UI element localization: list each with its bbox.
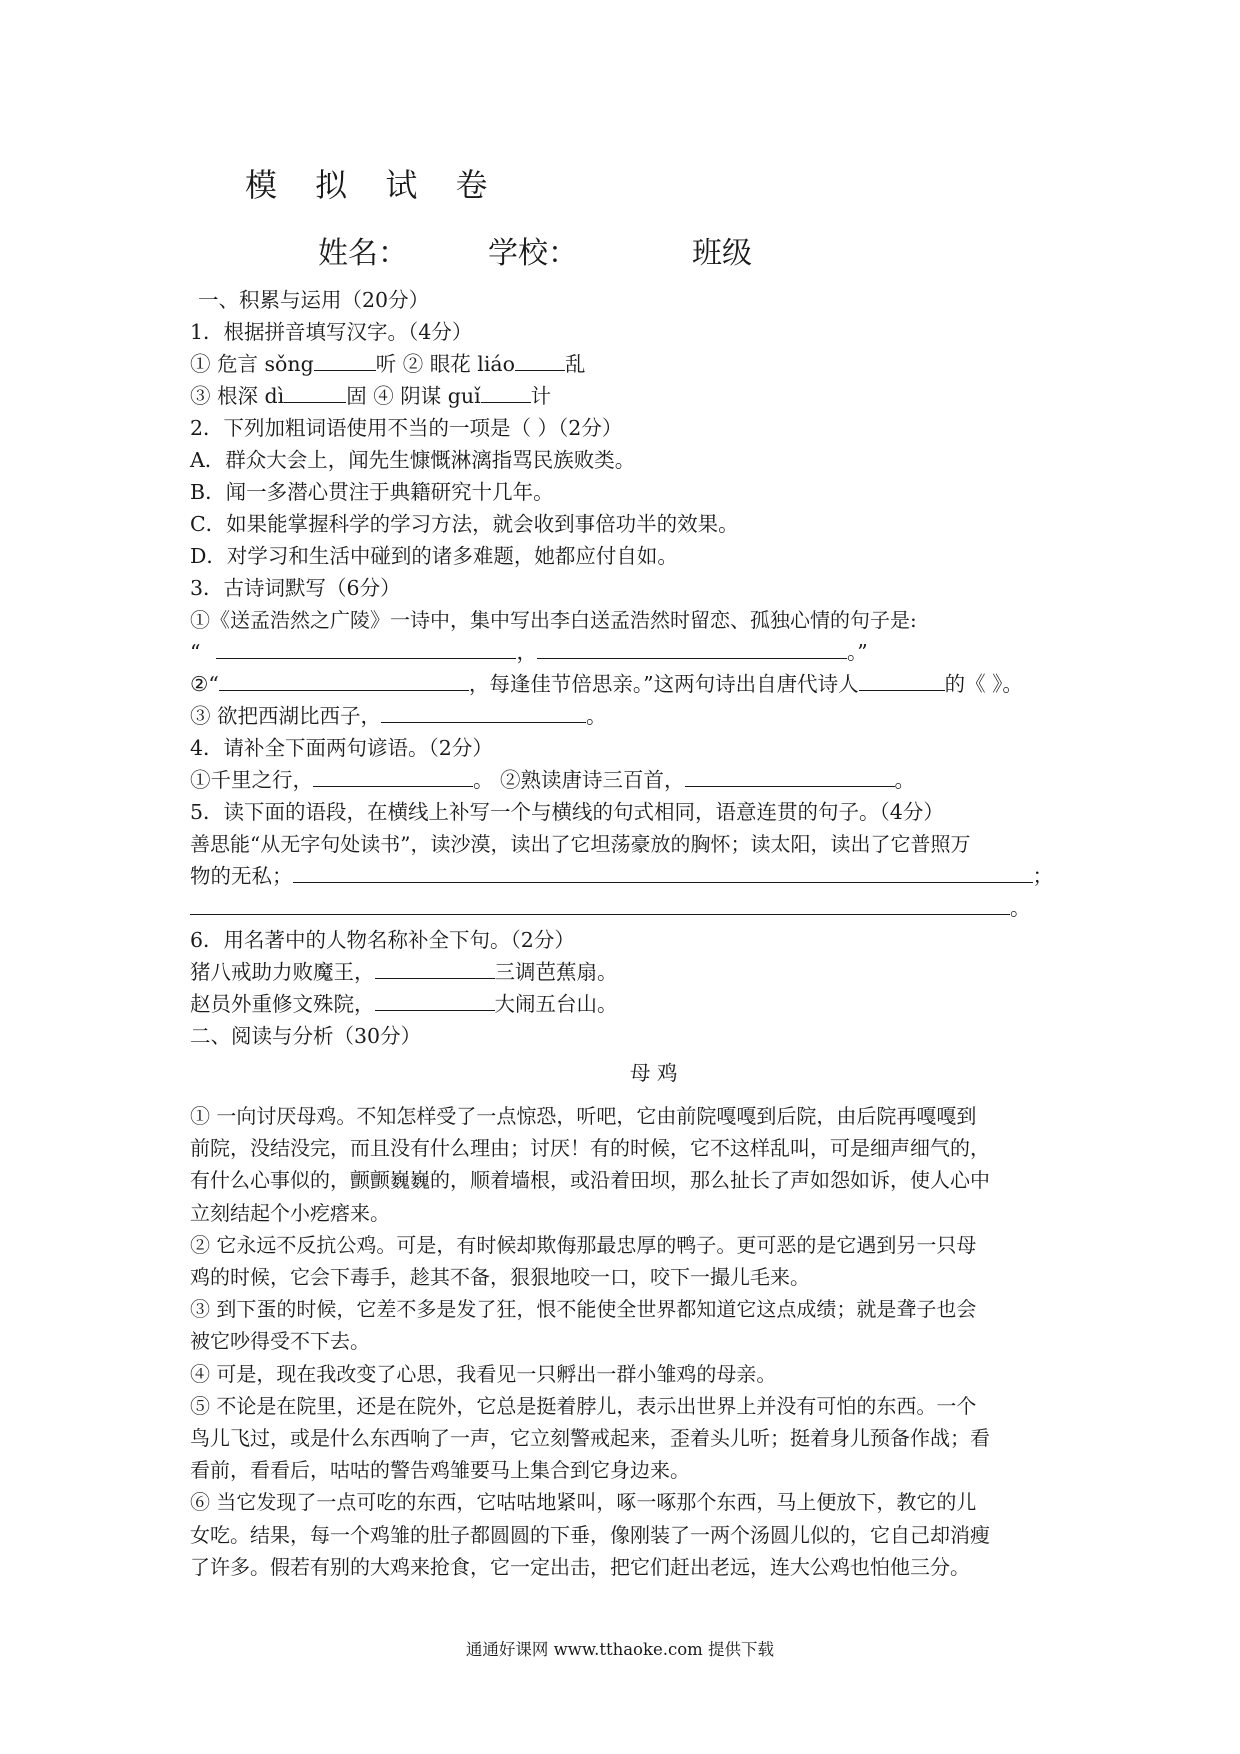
article-line: ③ 到下蛋的时候，它差不多是发了狂，恨不能使全世界都知道它这点成绩；就是聋子也会: [190, 1297, 977, 1322]
q6-line-1: [190, 958, 618, 986]
q3-l4-b: 。: [586, 704, 607, 728]
answer-blank[interactable]: [216, 640, 516, 659]
q3-l3-b: ，每逢佳节倍思亲。”这两句诗出自唐代诗人: [468, 672, 859, 696]
answer-blank[interactable]: [375, 960, 495, 979]
section-heading-1: 一、积累与运用（20分）: [198, 288, 430, 312]
q3-line-1: ①《送孟浩然之广陵》一诗中，集中写出李白送孟浩然时留恋、孤独心情的句子是:: [190, 608, 917, 632]
article-line: 女吃。结果，每一个鸡雏的肚子都圆圆的下垂，像刚装了一两个汤圆儿似的，它自己却消瘦: [190, 1522, 990, 1547]
answer-blank[interactable]: [313, 768, 473, 787]
q6-l2-a: 赵员外重修文殊院，: [190, 992, 375, 1016]
answer-blank[interactable]: [375, 992, 495, 1011]
q6-stem: 6．用名著中的人物名称补全下句。（2分）: [190, 928, 575, 952]
article-line: 被它吵得受不下去。: [190, 1329, 370, 1354]
q2-option-d: D．对学习和生活中碰到的诸多难题，她都应付自如。: [190, 544, 678, 568]
q6-line-2: [190, 990, 618, 1018]
footer-note: 通通好课网 www.tthaoke.com 提供下载: [465, 1640, 775, 1659]
q2-option-b: B．闻一多潜心贯注于典籍研究十几年。: [190, 480, 554, 504]
q3-l2-close: 。”: [846, 640, 868, 664]
q3-l3-a: ②“: [190, 672, 219, 696]
answer-blank[interactable]: [537, 640, 847, 659]
q2-option-a: A．群众大会上，闻先生慷慨淋漓指骂民族败类。: [190, 448, 636, 472]
article-line: 鸡的时候，它会下毒手，趁其不备，狠狠地咬一口，咬下一撮儿毛来。: [190, 1265, 810, 1289]
article-line: 立刻结起个小疙瘩来。: [190, 1200, 390, 1225]
answer-blank[interactable]: [515, 352, 565, 371]
section-heading-2: 二、阅读与分析（30分）: [190, 1024, 422, 1048]
school-label: 学校：: [488, 236, 578, 271]
q2-option-c: C．如果能掌握科学的学习方法，就会收到事倍功半的效果。: [190, 512, 739, 536]
q2-stem: 2．下列加粗词语使用不当的一项是（ ）（2分）: [190, 416, 623, 440]
answer-blank[interactable]: [293, 864, 1033, 883]
answer-blank[interactable]: [381, 704, 586, 723]
q4-b: 。 ②熟读唐诗三百首，: [473, 768, 685, 792]
q1-row2-b: 固 ④ 阴谋 guǐ: [346, 384, 481, 408]
q6-l1-b: 三调芭蕉扇。: [494, 960, 618, 984]
q1-row-1: [190, 350, 585, 378]
q1-row2-c: 计: [530, 384, 552, 408]
answer-blank[interactable]: [314, 352, 376, 371]
q3-l2-open: “: [190, 640, 201, 664]
article-line: ① 一向讨厌母鸡。不知怎样受了一点惊恐，听吧，它由前院嘎嘎到后院，由后院再嘎嘎到: [190, 1104, 977, 1128]
article-line: ④ 可是，现在我改变了心思，我看见一只孵出一群小雏鸡的母亲。: [190, 1361, 777, 1386]
answer-blank[interactable]: [481, 384, 531, 403]
q4-a: ①千里之行，: [190, 768, 313, 792]
q5-l2-a: 物的无私；: [190, 864, 293, 888]
q1-stem: 1．根据拼音填写汉字。（4分）: [190, 320, 473, 344]
q1-row1-a: ① 危言 sǒng: [190, 352, 314, 376]
answer-blank[interactable]: [219, 672, 469, 691]
article-line: 前院，没结没完，而且没有什么理由；讨厌！有的时候，它不这样乱叫，可是细声细气的，: [190, 1136, 990, 1161]
answer-blank[interactable]: [859, 672, 945, 691]
q1-row1-c: 乱: [564, 352, 586, 376]
q4-line: [190, 766, 915, 794]
article-line: ⑥ 当它发现了一点可吃的东西，它咕咕地紧叫，啄一啄那个东西，马上便放下，教它的儿: [190, 1490, 977, 1515]
q3-line-3: [190, 670, 1023, 698]
q1-row2-a: ③ 根深 dì: [190, 384, 285, 408]
article-line: 有什么心事似的，颤颤巍巍的，顺着墙根，或沿着田坝，那么扯长了声如怨如诉，使人心中: [190, 1168, 990, 1193]
q4-c: 。: [894, 768, 916, 792]
q5-l3-b: 。: [1010, 896, 1031, 920]
class-label: 班级: [692, 236, 752, 271]
q3-stem: 3．古诗词默写（6分）: [190, 576, 401, 600]
q6-l2-b: 大闹五台山。: [494, 992, 618, 1016]
q5-line-3: [190, 894, 1031, 922]
q4-stem: 4．请补全下面两句谚语。（2分）: [190, 736, 493, 760]
article-line: 了许多。假若有别的大鸡来抢食，它一定出击，把它们赶出老远，连大公鸡也怕他三分。: [190, 1554, 970, 1579]
q3-l2-comma: ，: [516, 640, 537, 664]
q6-l1-a: 猪八戒助力败魔王，: [190, 960, 375, 984]
article-title: 母 鸡: [630, 1061, 678, 1085]
article-line: 鸟儿飞过，或是什么东西响了一声，它立刻警戒起来，歪着头儿听；挺着身儿预备作战；看: [190, 1426, 990, 1450]
q3-l3-c: 的《 》。: [944, 672, 1023, 696]
q1-row1-b: 听 ② 眼花 liáo: [375, 352, 515, 376]
name-label: 姓名：: [318, 236, 408, 271]
article-line: 看前，看看后，咕咕的警告鸡雏要马上集合到它身边来。: [190, 1458, 690, 1483]
q5-line-2: [190, 862, 1053, 890]
q5-line-1: 善思能“从无字句处读书”，读沙漠，读出了它坦荡豪放的胸怀；读太阳，读出了它普照万: [190, 832, 971, 856]
q5-l2-b: ；: [1032, 864, 1053, 888]
q3-l4-a: ③ 欲把西湖比西子，: [190, 704, 382, 728]
answer-blank[interactable]: [190, 896, 1010, 915]
q5-stem: 5．读下面的语段，在横线上补写一个与横线的句式相同，语意连贯的句子。（4分）: [190, 800, 944, 824]
q3-line-4: [190, 702, 607, 730]
article-line: ⑤ 不论是在院里，还是在院外，它总是挺着脖儿，表示出世界上并没有可怕的东西。一个: [190, 1393, 977, 1418]
article-line: ② 它永远不反抗公鸡。可是，有时候却欺侮那最忠厚的鸭子。更可恶的是它遇到另一只母: [190, 1232, 977, 1257]
q3-line-2: [190, 638, 868, 666]
answer-blank[interactable]: [284, 384, 346, 403]
page-title: 模 拟 试 卷: [245, 166, 502, 204]
answer-blank[interactable]: [685, 768, 895, 787]
q1-row-2: [190, 382, 551, 410]
